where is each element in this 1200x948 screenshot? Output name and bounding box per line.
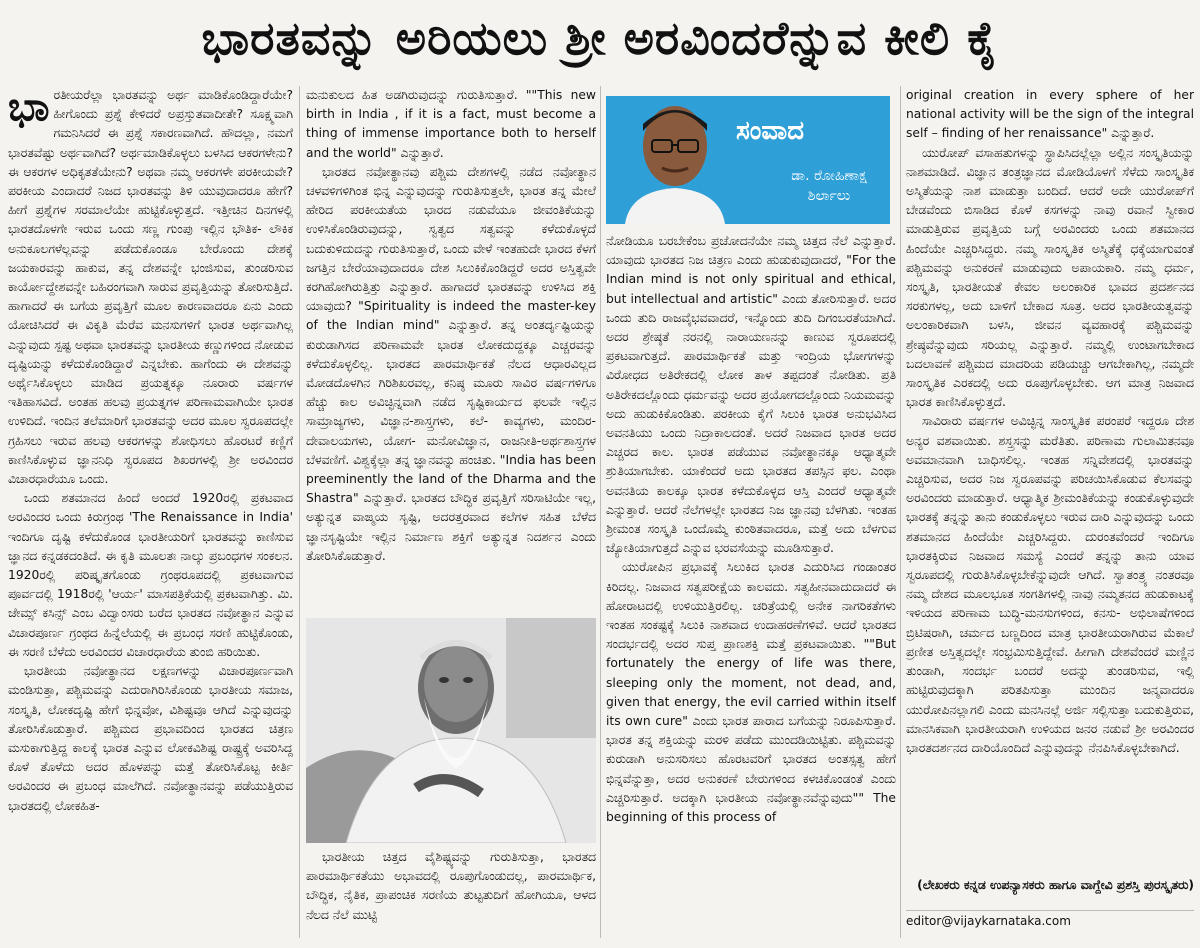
column-title: ಸಂವಾದ — [736, 116, 804, 146]
author-portrait — [620, 96, 730, 224]
divider — [906, 910, 1194, 911]
column-divider — [600, 86, 601, 938]
paragraph: ಒಂದು ಶತಮಾನದ ಹಿಂದೆ ಅಂದರೆ 1920ರಲ್ಲಿ ಪ್ರಕಟವಾದ ಅರವಿಂದರ ಒಂದು ಕಿರುಗ್ರಂಥ 'The Renaissance in India' ಇಂದಿಗೂ ದೃಷ್ಟಿ ಕಳೆದುಕೊಂಡ ಭಾರತೀಯರಿಗೆ ಭಾರತವನ್ನು ಕಾಣಿಸುವ ಜ್ಞಾನದ ಕನ್ನಡಕದಂತಿದೆ. ಈ ಕೃತಿ ಮೂಲತಃ ನಾಲ್ಕು ಪ್ರಬಂಧಗಳ ಸಂಕಲನ. 1920ರಲ್ಲಿ ಪರಿಷ್ಕೃತಗೊಂಡು ಗ್ರಂಥರೂಪದಲ್ಲಿ ಪ್ರಕಟವಾಗುವ ಪೂರ್ವದಲ್ಲಿ 1918ರಲ್ಲಿ 'ಆರ್ಯ' ಮಾಸಪತ್ರಿಕೆಯಲ್ಲಿ ಪ್ರಕಟವಾಗಿತ್ತು. ಮಿ. ಜೇಮ್ಸ್ ಕಸಿನ್ಸ್ ಎಂಬ ವಿದ್ವಾಂಸರು ಬರೆದ ಭಾರತದ ನವೋತ್ಥಾನ ಎನ್ನುವ ವಿಚಾರಪೂರ್ಣ ಗ್ರಂಥದ ಹಿನ್ನೆಲೆಯಲ್ಲಿ ಈ ಪ್ರಬಂಧ ಸರಣಿ ಹುಟ್ಟಿಕೊಂಡು, ಈ ಸರಣಿ ಬೆಳೆದು ಅರವಿಂದರ ವಿಚಾರಧಾರೆಯ ತುಂಬಿ ಹರಿಯಿತು. — [8, 491, 293, 659]
paragraph: ಯುರೋಪಿನ ಪ್ರಭಾವಕ್ಕೆ ಸಿಲುಕಿದ ಭಾರತ ಎದುರಿಸಿದ ಗಂಡಾಂತರ ಕಿರಿದಲ್ಲ. ನಿಜವಾದ ಸತ್ವಪರೀಕ್ಷೆಯ ಕಾಲವದು. ಸತ್ವಹೀನವಾದುದಾದರೆ ಈ ಹೋರಾಟದಲ್ಲಿ ಉಳಿಯುತ್ತಿರಲಿಲ್ಲ. ಚರಿತ್ರೆಯಲ್ಲಿ ಅನೇಕ ನಾಗರಿಕತೆಗಳು ಇಂತಹ ಸಂಕಷ್ಟಕ್ಕೆ ಸಿಲುಕಿ ನಾಶವಾದ ಉದಾಹರಣೆಗಳಿವೆ. ಆದರೆ ಭಾರತದ ಸಂದರ್ಭದಲ್ಲಿ ಅದರ ಸುಪ್ತ ಪ್ರಾಣಶಕ್ತಿ ಮತ್ತೆ ಪ್ರಕಟವಾಯಿತು. ""But fortunately the energy of life was there, sleeping only the moment, not dead, and, given that energy, the evil carried within itself its own cure" ಎಂದು ಭಾರತ ಪಾರಾದ ಬಗೆಯನ್ನು ನಿರೂಪಿಸುತ್ತಾರೆ. ಭಾರತ ತನ್ನ ಶಕ್ತಿಯನ್ನು ಮರಳಿ ಪಡೆದು ಮುಂದಡಿಯಿಟ್ಟಿತು. ಪಶ್ಚಿಮವನ್ನು ಕುರುಡಾಗಿ ಅನುಸರಿಸಲು ಹೊರಟವರಿಗೆ ಭಾರತದ ಅಂತಸ್ಸತ್ವ ಹೇಗೆ ಭಿನ್ನವೆನ್ನುತ್ತಾ, ಅದರ ಅನುಕರಣೆ ಬೇರುಗಳಿಂದ ಕಳಚಿಕೊಂಡಂತೆ ಎಂದು ಎಚ್ಚರಿಸುತ್ತಾರೆ. ಅದಕ್ಕಾಗಿ ಭಾರತೀಯ ನವೋತ್ಥಾನವೆನ್ನುವುದು"" The beginning of this process of — [606, 560, 896, 825]
paragraph: ಭಾರತೀಯ ಚಿತ್ತದ ವೈಶಿಷ್ಟ್ಯವನ್ನು ಗುರುತಿಸುತ್ತಾ, ಭಾರತದ ಪಾರಮಾರ್ಥಿಕತೆಯು ಅಭಾವದಲ್ಲಿ ರೂಪುಗೊಂಡುದಲ್ಲ, ಪಾರಮಾರ್ಥಿಕ, ಬೌದ್ಧಿಕ, ನೈತಿಕ, ಪ್ರಾಪಂಚಿಕ ಸರಣಿಯ ತುಟ್ಟತುದಿಗೆ ಹೋಗಿಯೂ, ಆಳದ ನೆಲದ ನೆಲೆ ಮುಟ್ಟಿ — [306, 850, 596, 922]
author-name — [774, 166, 884, 206]
portrait-illustration — [306, 618, 596, 843]
paragraph: ಯುರೋಪ್ ವಸಾಹತುಗಳನ್ನು ಸ್ಥಾಪಿಸಿದಲ್ಲೆಲ್ಲಾ ಅಲ್ಲಿನ ಸಂಸ್ಕೃತಿಯನ್ನು ನಾಶಮಾಡಿದೆ. ವಿಜ್ಞಾನ ತಂತ್ರಜ್ಞಾನದ ಮೋಡಿಯೊಳಗೆ ಸೆಳೆದು ಸಾಂಸ್ಕೃತಿಕ ಅಸ್ಮಿತೆಯನ್ನು ನಾಶ ಮಾಡುತ್ತಾ ಬಂದಿದೆ. ಆದರೆ ಅದೇ ಯುರೋಪ್‌ಗೆ ಬೇಡವೆಂದು ಬಿಸಾಡಿದ ಕೊಳೆ ಕಸಗಳನ್ನು ನಾವು ರವಾನೆ ಸ್ವೀಕಾರ ಮಾಡುತ್ತಿರುವ ಪ್ರವೃತ್ತಿಯ ಬಗ್ಗೆ ಅರವಿಂದರು ಒಂದು ಶತಮಾನದ ಹಿಂದೆಯೇ ಎಚ್ಚರಿಸಿದ್ದರು. ನಮ್ಮ ಸಾಂಸ್ಕೃತಿಕ ಅಸ್ಮಿತೆಕ್ಕೆ ಧಕ್ಕೆಯಾಗುವಂತೆ ಪಶ್ಚಿಮವನ್ನು ಅನುಕರಣೆ ಮಾಡುವುದು ಅಪಾಯಕಾರಿ. ನಮ್ಮ ಧರ್ಮ, ಸಂಸ್ಕೃತಿ, ಭಾರತೀಯತೆ ಕೇವಲ ಅಲಂಕಾರಿಕ ಭಾವದ ಪ್ರದರ್ಶನದ ಸರಕುಗಳಲ್ಲ, ಅದು ಬಾಳಿಗೆ ಬೇಕಾದ ಸೂತ್ರ. ಅದರ ಭಾರತೀಯತ್ವವನ್ನು ಅಲಂಕಾರಿಕವಾಗಿ ಬಳಸಿ, ಜೀವನ ವ್ಯವಹಾರಕ್ಕೆ ಪಶ್ಚಿಮವನ್ನು ಶ್ರೇಷ್ಠವೆನ್ನುವುದು ಸರಿಯಲ್ಲ ಎನ್ನುತ್ತಾರೆ. ನಮ್ಮಲ್ಲಿ ಉಂಟಾಗಬೇಕಾದ ಬದಲಾವಣೆ ಪಶ್ಚಿಮದ ಮಾದರಿಯ ಪಡಿಯಚ್ಚು ಆಗಬೇಕಾಗಿಲ್ಲ, ನಮ್ಮದೇ ಸಾಂಸ್ಕೃತಿಕ ಎರಕದಲ್ಲಿ ಅದು ರೂಪುಗೊಳ್ಳಬೇಕು. ಆಗ ಮಾತ್ರ ನಿಜವಾದ ಭಾರತ ಕಾಣಿಸಿಕೊಳ್ಳುತ್ತದೆ. — [906, 145, 1194, 410]
headline: ಭಾರತವನ್ನು ಅರಿಯಲು ಶ್ರೀ ಅರವಿಂದರೆನ್ನುವ ಕೀಲಿ ಕೈ — [201, 11, 999, 65]
author-name-line: ಡಾ. ರೋಹಿಣಾಕ್ಷ — [791, 168, 867, 184]
article-column-1 — [8, 86, 293, 938]
paragraph: ಮನುಕುಲದ ಹಿತ ಅಡಗಿರುವುದನ್ನು ಗುರುತಿಸುತ್ತಾರೆ. ""This new birth in India , if it is a fact, must become a thing of immense importance both to herself and the world" ಎನ್ನುತ್ತಾರೆ. — [306, 88, 596, 160]
paragraph: ನೋಡಿಯೂ ಬರಬೇಕೆಂಬ ಪ್ರಚೋದನೆಯೇ ನಮ್ಮ ಚಿತ್ತದ ನೆಲೆ ಎನ್ನುತ್ತಾರೆ. ಯಾವುದು ಭಾರತದ ನಿಜ ಚಿತ್ರಣ ಎಂದು ಹುಡುಕುವುದಾದರೆ, "For the Indian mind is not only spiritual and ethical, but intellectual and artistic" ಎಂದು ತೋರಿಸುತ್ತಾರೆ. ಅದರ ಒಂದು ತುದಿ ರಾಜವೈಭವವಾದರೆ, ಇನ್ನೊಂದು ತುದಿ ದಿಗಂಬರತೆಯಾಗಿದೆ. ಅದರ ಶ್ರೇಷ್ಠತೆ ನರನಲ್ಲಿ ನಾರಾಯಣನನ್ನು ಕಾಣುವ ಸ್ವರೂಪದಲ್ಲಿ ಪ್ರಕಟವಾಗುತ್ತದೆ. ಪಾರಮಾರ್ಥಿಕತೆ ಮತ್ತು ಇಂದ್ರಿಯ ಭೋಗಗಳನ್ನು ವಿರೋಧದ ಅತಿರೇಕದಲ್ಲಿ ಲೋಕ ತಾಳ ತಪ್ಪದಂತೆ ನೋಡಿತು. ಪ್ರತಿ ಅತಿರೇಕದಲ್ಲೊಂದು ಧರ್ಮವನ್ನು ಅದರ ಪ್ರಯೋಗದಲ್ಲೊಂದು ನಿಯಮವನ್ನು ಅದು ಹುಡುಕಿಕೊಂಡಿತು. ಪರಕೀಯ ಕೈಗೆ ಸಿಲುಕಿ ಭಾರತ ಅನುಭವಿಸಿದ ಅವನತಿಯು ಒಂದು ನಿದ್ರಾಕಾಲದಂತೆ. ಅದರೆ ನಿಜವಾದ ಭಾರತ ಅದರ ಎಚ್ಚರದ ಕಾಲ. ಭಾರತ ಪಡೆಯುವ ನವೋತ್ಥಾನಕ್ಕೂ ಆಧ್ಯಾತ್ಮವೇ ಶ್ರುತಿಯಾಗಬೇಕು. ಯಾಕೆಂದರೆ ಅದು ಭಾರತದ ತಪಸ್ಸಿನ ಫಲ. ಎಂಥಾ ಅವನತಿಯ ಕಾಲಕ್ಕೂ ಭಾರತ ಕಳೆದುಕೊಳ್ಳದ ಆಸ್ತಿ ಎಂದರೆ ಆಧ್ಯಾತ್ಮವೇ ಎನ್ನುತ್ತಾರೆ. ಆದರೆ ನೆಲೆಗಳಲ್ಲೇ ಭಾರತದ ನಿಜ ಜ್ಞಾನವು ಬೆಳಗಿತು. ಇಂತಹ ಶ್ರೀಮಂತ ಸಂಸ್ಕೃತಿ ಒಂದೊಮ್ಮೆ ಕುಂಠಿತವಾದರೂ, ಮತ್ತೆ ಅದು ಬೆಳಗುವ ಜ್ಯೋತಿಯಾಗುತ್ತದೆ ಎನ್ನುವ ಭರವಸೆಯನ್ನು ಮೂಡಿಸುತ್ತಾರೆ. — [606, 234, 896, 556]
aurobindo-photo — [306, 618, 596, 843]
author-note: (ಲೇಖಕರು ಕನ್ನಡ ಉಪನ್ಯಾಸಕರು ಹಾಗೂ ವಾಗ್ದೇವಿ ಪ್ರಶಸ್ತಿ ಪುರಸ್ಕೃತರು) — [917, 878, 1194, 892]
column-divider — [299, 86, 300, 938]
paragraph: ಸಾವಿರಾರು ವರ್ಷಗಳ ಅವಿಚ್ಛಿನ್ನ ಸಾಂಸ್ಕೃತಿಕ ಪರಂಪರೆ ಇದ್ದರೂ ದೇಶ ಅನ್ಯರ ವಶವಾಯಿತು. ಶಸ್ತ್ರಸನ್ನು ಮರೆತಿತು. ಪರಿಣಾಮ ಗುಲಾಮಿತನವೂ ಅವಮಾನವಾಗಿ ಬಾಧಿಸಲಿಲ್ಲ. ಇಂತಹ ಸನ್ನಿವೇಶದಲ್ಲಿ ಭಾರತವನ್ನು ಎಚ್ಚರಿಸುವ, ಅದರ ನಿಜ ಸ್ವರೂಪವನ್ನು ಪರಿಚಯಿಸಿಕೊಡುವ ಕೆಲಸವನ್ನು ಅರವಿಂದರು ಮಾಡುತ್ತಾರೆ. ಆಧ್ಯಾತ್ಮಿಕ ಶ್ರೀಮಂತಿಕೆಯನ್ನು ಕಂಡುಕೊಳ್ಳುವುದೇ ಭಾರತಕ್ಕೆ ತನ್ನನ್ನು ತಾನು ಕಂಡುಕೊಳ್ಳಲು ಇರುವ ದಾರಿ ಎನ್ನುವುದನ್ನು ಒಂದು ಶತಮಾನದ ಹಿಂದೆಯೇ ಎಚ್ಚರಿಸಿದ್ದರು. ದುರಂತವೆಂದರೆ ಇಂದಿಗೂ ಭಾರತಕ್ಕಿರುವ ನಿಜವಾದ ಸಮಸ್ಯೆ ಎಂದರೆ ತನ್ನನ್ನು ತಾನು ಯಾವ ಸ್ವರೂಪದಲ್ಲಿ ಗುರುತಿಸಿಕೊಳ್ಳಬೇಕೆನ್ನುವುದೇ ಆಗಿದೆ. ಸ್ವಾತಂತ್ರ್ಯ ನಂತರವೂ ನಮ್ಮ ದೇಶದ ಮೂಲಭೂತ ಸಂಗತಿಗಳಲ್ಲಿ ನಾವು ನಮ್ಮತನದ ಹುಡುಕಾಟಕ್ಕೆ ಇಳಿಯದ ಪರಿಣಾಮ ಬುದ್ಧಿ-ಮನಸುಗಳಿಂದ, ಕನಸು- ಅಭಿಲಾಷೆಗಳಿಂದ ಬ್ರಿಟಿಷರಾಗಿ, ಚರ್ಮದ ಬಣ್ಣದಿಂದ ಮಾತ್ರ ಭಾರತೀಯರಾಗಿರುವ ಮೆಕಾಲೆ ಪ್ರಣೀತ ಅಸ್ತಿತ್ವದಲ್ಲೇ ಸಂಭ್ರಮಿಸುತ್ತಿದ್ದೇವೆ. ಹೀಗಾಗಿ ದೇಶವೆಂದರೆ ಮಣ್ಣಿನ ತುಂಡಾಗಿ, ಸಂದರ್ಭ ಬಂದರೆ ಅದನ್ನು ತುಂಡರಿಸುವ, ಇಲ್ಲಿ ಹುಟ್ಟಿರುವುದಕ್ಕಾಗಿ ಪರಿತಪಿಸುತ್ತಾ ಮುಂದಿನ ಜನ್ಮವಾದರೂ ಯುರೋಪಿನಲ್ಲಾಗಲಿ ಎಂದು ಮನಸಿನಲ್ಲೆ ಅರ್ಜಿ ಸಲ್ಲಿಸುತ್ತಾ ಬದುಕುತ್ತಿರುವ, ಮಾನಸಿಕವಾಗಿ ಭಾರತೀಯರಾಗಿ ಉಳಿಯದ ಜನರ ನಡುವೆ ಶ್ರೀ ಅರವಿಂದರ ಭಾರತದರ್ಶನದ ದಾರಿಯೊಂದಿದೆ ಎನ್ನುವುದನ್ನು ನೆನಪಿಸಿಕೊಳ್ಳಬೇಕಾಗಿದೆ. — [906, 414, 1194, 755]
column-divider — [900, 86, 901, 938]
editor-email[interactable]: editor@vijaykarnataka.com — [906, 914, 1071, 928]
author-name-line: ಶಿರ್ಲಾಲು — [807, 188, 851, 204]
paragraph: original creation in every sphere of her national activity will be the sign of the integral self – finding of her renaissance" ಎನ್ನುತ್ತಾರೆ. — [906, 88, 1194, 141]
article-column-4 — [906, 86, 1194, 876]
article-column-2-continued — [306, 848, 596, 943]
drop-cap: ಭಾ — [8, 86, 50, 130]
paragraph: ಭಾರತದ ನವೋತ್ಥಾನವು ಪಶ್ಚಿಮ ದೇಶಗಳಲ್ಲಿ ನಡೆದ ನವೋತ್ಥಾನ ಚಳವಳಿಗಳಿಗಿಂತ ಭಿನ್ನ ಎನ್ನುವುದನ್ನು ಗುರುತಿಸುತ್ತಲೇ, ಭಾರತ ತನ್ನ ಮೇಲೆ ಹೇರಿದ ಪರಕೀಯತೆಯ ಭಾರದ ನಡುವೆಯೂ ಜೀವಂತಿಕೆಯನ್ನು ಉಳಿಸಿಕೊಂಡಿರುವುದನ್ನು, ಸ್ವತ್ವದ ಸತ್ವವನ್ನು ಕಳೆದುಕೊಳ್ಳದೆ ಬದುಕುಳಿದುದನ್ನು ಗುರುತಿಸುತ್ತಾರೆ, ಒಂದು ವೇಳೆ ಇಂತಹುದೇ ಭಾರದ ಕೆಳಗೆ ಜಗತ್ತಿನ ಬೇರೆಯಾವುದಾದರೂ ದೇಶ ಸಿಲುಕಿಕೊಂಡಿದ್ದರೆ ಅದರ ಅಸ್ತಿತ್ವವೇ ಕರಗಿಹೋಗಿರುತ್ತಿತ್ತು ಎನ್ನುತ್ತಾರೆ. ಹಾಗಾದರೆ ಭಾರತವನ್ನು ಉಳಿಸಿದ ಶಕ್ತಿ ಯಾವುದು? "Spirituality is indeed the master-key of the Indian mind" ಎನ್ನುತ್ತಾರೆ. ತನ್ನ ಅಂತರ್ದೃಷ್ಟಿಯನ್ನು ಕುರುಡಾಗಿಸದ ಪರಿಣಾಮವೇ ಭಾರತ ಲೋಕದುದ್ದಕ್ಕೂ ಎಚ್ಚರವನ್ನು ಕಳೆದುಕೊಳ್ಳಲಿಲ್ಲ. ಭಾರತದ ಪಾರಮಾರ್ಥಿಕತೆ ನೆಲದ ಆಧಾರವಿಲ್ಲದ ಮೋಡದೊಳಗಿನ ಗಿರಿಶಿಖರವಲ್ಲ, ಕನಿಷ್ಠ ಮೂರು ಸಾವಿರ ವರ್ಷಗಳಿಗೂ ಹೆಚ್ಚು ಕಾಲ ಅವಿಚ್ಛಿನ್ನವಾಗಿ ನಡೆದ ಸೃಷ್ಟಿಕಾರ್ಯದ ಫಲವೇ ಇಲ್ಲಿನ ಸಾಮ್ರಾಜ್ಯಗಳು, ವಿಜ್ಞಾನ-ಶಾಸ್ತ್ರಗಳು, ಕಲೆ- ಕಾವ್ಯಗಳು, ಮಂದಿರ-ದೇವಾಲಯಗಳು, ಯೋಗ- ಮನೋವಿಜ್ಞಾನ, ರಾಜನೀತಿ-ಅರ್ಥಶಾಸ್ತ್ರಗಳ ಬೆಳವಣಿಗೆ. ವಿಶ್ವಕ್ಕೆಲ್ಲಾ ತನ್ನ ಜ್ಞಾನವನ್ನು ಹಂಚಿತು. "India has been preeminently the land of the Dharma and the Shastra" ಎನ್ನುತ್ತಾರೆ. ಭಾರತದ ಬೌದ್ಧಿಕ ಪ್ರವೃತ್ತಿಗೆ ಸರಿಸಾಟಿಯೇ ಇಲ್ಲ, ಅತ್ಯುನ್ನತ ವಾಙ್ಮಯ ಸೃಷ್ಟಿ, ಅದರತ್ತರವಾದ ಕಲೆಗಳ ಸಹಿತ ಬೆಳೆದ ಜ್ಞಾನಸೃಷ್ಟಿಯೇ ಇಲ್ಲಿನ ನಿರ್ಮಾಣ ಶಕ್ತಿಗೆ ಅತ್ಯುನ್ನತ ನಿದರ್ಶನ ಎಂದು ತೋರಿಸಿಕೊಡುತ್ತಾರೆ. — [306, 164, 596, 563]
article-column-2 — [306, 86, 596, 604]
article-column-3 — [606, 232, 896, 922]
paragraph: ಭಾರತೀಯ ನವೋತ್ಥಾನದ ಲಕ್ಷಣಗಳನ್ನು ವಿಚಾರಪೂರ್ಣವಾಗಿ ಮಂಡಿಸುತ್ತಾ, ಪಶ್ಚಿಮವನ್ನು ಎದುರಾಗಿರಿಸಿಕೊಂಡು ಭಾರತೀಯ ಸಮಾಜ, ಸಂಸ್ಕೃತಿ, ಲೋಕದೃಷ್ಟಿ ಹೇಗೆ ಭಿನ್ನವೋ, ವಿಶಿಷ್ಟವೂ ಆಗಿದೆ ಎನ್ನುವುದನ್ನು ತೋರಿಸಿಕೊಡುತ್ತಾರೆ. ಪಶ್ಚಿಮದ ಪ್ರಭಾವದಿಂದ ಭಾರತದ ಚಿತ್ರಣ ಮಸುಕಾಗುತ್ತಿದ್ದ ಕಾಲಕ್ಕೆ ಭಾರತ ಎನ್ನುವ ಲೋಕವಿಶಿಷ್ಟ ರಾಷ್ಟ್ರಕ್ಕೆ ಅವರಿಸಿದ್ದ ಕೊಳೆ ತೊಳೆದು ಅದರ ಹೊಳಪನ್ನು ಮತ್ತೆ ತೋರಿಸಿಕೊಟ್ಟ ಕೀರ್ತಿ ಅರವಿಂದರ ಈ ಪ್ರಬಂಧ ಮಾಲೆಗಿದೆ. ನವೋತ್ಥಾನವನ್ನು ಪಡೆಯುತ್ತಿರುವ ಭಾರತದಲ್ಲಿ ಲೋಕಹಿತ- — [8, 664, 293, 813]
column-badge — [606, 96, 890, 224]
paragraph: ರತೀಯರೆಲ್ಲಾ ಭಾರತವನ್ನು ಅರ್ಥ ಮಾಡಿಕೊಂಡಿದ್ದಾರೆಯೇ? ಹೀಗೊಂದು ಪ್ರಶ್ನೆ ಕೇಳಿದರೆ ಅಪ್ರಸ್ತುತವಾದೀತೇ? ಸೂಕ್ಷ್ಮವಾಗಿ ಗಮನಿಸಿದರೆ ಈ ಪ್ರಶ್ನೆ ಸಕಾರಣವಾಗಿದೆ. ಹೌದಲ್ಲಾ, ನಮಗೆ ಭಾರತವೆಷ್ಟು ಅರ್ಥವಾಗಿದೆ? ಅರ್ಥಮಾಡಿಕೊಳ್ಳಲು ಬಳಸಿದ ಆಕರಗಳೇನು? ಈ ಆಕರಗಳ ಅಧಿಕೃತತೆಯೇನು? ಅಥವಾ ನಮ್ಮ ಆಕರಗಳೇ ಪರಕೀಯವೇ? ಪರಕೀಯ ಎಂದಾದರೆ ನಿಜದ ಭಾರತವನ್ನು ತಿಳಿ ಯುವುದಾದರೂ ಹೇಗೆ? ಹೀಗೆ ಪ್ರಶ್ನೆಗಳ ಸರಮಾಲೆಯೇ ಹುಟ್ಟಿಕೊಳ್ಳುತ್ತದೆ. ಇತ್ತೀಚಿನ ದಿನಗಳಲ್ಲಿ ಭಾರತದೊಳಗೇ ಇರುವ ಒಂದು ಸಣ್ಣ ಗುಂಪು ಇಲ್ಲಿನ ಭೌತಿಕ- ಲೌಕಿಕ ಅನುಕೂಲಗಳೆಲ್ಲವನ್ನು ಪಡೆದುಕೊಂಡೂ ಬೇರೊಂದು ದೇಶಕ್ಕೆ ಜಯಕಾರವನ್ನು ಹಾಕುವ, ತನ್ನ ದೇಶವನ್ನೇ ಭಂಜಿಸುವ, ತುಂಡರಿಸುವ ಕಾರ್ಯೋದ್ದೇಶವನ್ನೇ ಬಹಿರಂಗವಾಗಿ ಸಾರುವ ಪ್ರವೃತ್ತಿಯನ್ನು ತೋರಿಸುತ್ತಿದೆ. ಹಾಗಾದರೆ ಈ ಬಗೆಯ ಪ್ರವೃತ್ತಿಗೆ ಮೂಲ ಕಾರಣವಾದರೂ ಏನು ಎಂದು ಯೋಚಿಸಿದರೆ ಈ ವಿಕೃತಿ ಮೆರೆವ ಮನಸುಗಳಿಗೆ ಭಾರತ ಅರ್ಥವಾಗಿಲ್ಲ ಎನ್ನುವುದು ಸ್ಪಷ್ಟ ಅಥವಾ ಭಾರತವನ್ನು ಭಾರತೀಯ ಕಣ್ಣುಗಳಿಂದ ನೋಡುವ ದೃಷ್ಟಿಯನ್ನು ಕಳೆದುಕೊಂಡಿದ್ದಾರೆ ಎನ್ನಬೇಕು. ಹಾಗೆಂದು ಈ ದೇಶವನ್ನು ಅರ್ಥೈಸಿಕೊಳ್ಳಲು ಮಾಡಿದ ಪ್ರಯತ್ನಕ್ಕೂ ನೂರಾರು ವರ್ಷಗಳ ಇತಿಹಾಸವಿದೆ. ಅಂತಹ ಹಲವು ಪ್ರಯತ್ನಗಳ ಪರಿಣಾಮವಾಗಿಯೇ ಭಾರತ ಉಳಿದಿದೆ. ಇಂದಿನ ತಲೆಮಾರಿಗೆ ಭಾರತವನ್ನು ಅದರ ಮೂಲ ಸ್ವರೂಪದಲ್ಲೇ ಗ್ರಹಿಸಲು ಇರುವ ಹಲವು ಆಕರಗಳನ್ನು ಶೋಧಿಸಲು ಹೊರಟರೆ ಕಣ್ಣಿಗೆ ಕಾಣಿಸಿಕೊಳ್ಳುವ ಜ್ಞಾನನಿಧಿ ಸ್ವರೂಪದ ಶಿಖರಗಳಲ್ಲಿ ಶ್ರೀ ಅರವಿಂದರ ವಿಚಾರಧಾರೆಯೂ ಒಂದು. — [8, 88, 293, 487]
